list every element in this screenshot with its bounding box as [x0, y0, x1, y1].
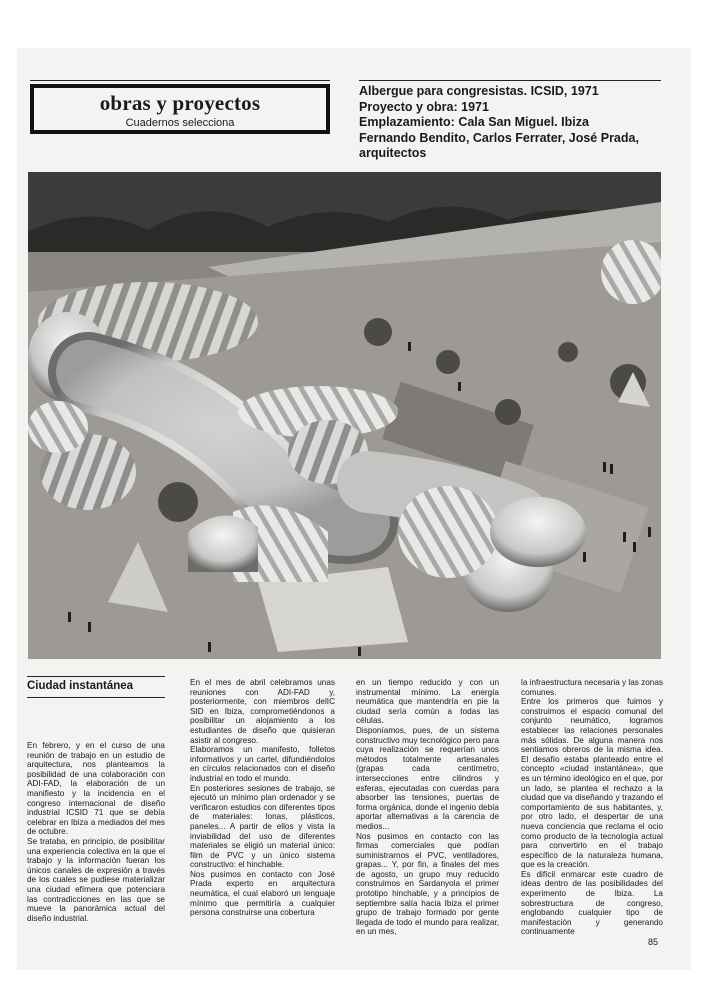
- paragraph: la infraestructura necesaria y las zonas comunes.: [521, 678, 663, 697]
- text-column-2: [190, 678, 335, 918]
- paragraph: Elaboramos un manifesto, folletos informativos y un cartel, difundiéndolos en círculos relacionados con el diseño industrial en todo el mundo.: [190, 745, 335, 783]
- paragraph: En posteriores sesiones de trabajo, se ejecutó un mínimo plan ordenador y se verificaron estudios con diferentes tipos de materiales: lonas, plásticos, paneles... A partir de ellos y vista la inviabilidad del uso de diferentes materiales se eligió un material único: film de PVC y un único sistema constructivo: el hinchable.: [190, 783, 335, 870]
- paragraph: Nos pusimos en contacto con las firmas comerciales que podían suministrarnos el PVC, ventiladores, grapas... Y, por fin, a finales del mes de agosto, un grupo muy reducido construimos en Sardanyola el primer prototipo hinchable, y a principios de septiembre salía hacia Ibiza el primer grupo de trabajo formado por gente llegada de todo el mundo para realizar, en un mes,: [356, 831, 499, 937]
- paragraph: en un tiempo reducido y con un instrumental mínimo. La energía neumática que mantendría en pie la ciudad sería común a todas las células.: [356, 678, 499, 726]
- text-column-4: [521, 678, 663, 937]
- header-rule-right: [359, 80, 661, 81]
- page-number: 85: [648, 937, 659, 947]
- text-column-3: [356, 678, 499, 937]
- section-subtitle: Cuadernos selecciona: [125, 117, 235, 129]
- paragraph: En febrero, y en el curso de una reunión de trabajo en un estudio de arquitectura, nos planteamos la posibilidad de una colaboración con ADI-FAD, la elaboración de un manifiesto y la incidencia en el congreso internacional de diseño industrial ICSID 71 que se debía celebrar en Ibiza a mediados del mes de octubre.: [27, 741, 165, 837]
- paragraph: Entre los primeros que fuimos y construimos el espacio comunal del conjunto neumático, logramos establecer las relaciones personales más sólidas. De alguna manera nos sentiamos obreros de la misma idea. El desafío estaba planteado entre el concepto «ciudad instantánea», que es un término ideológico en el que, por un lado, se plantea el rechazo a la ciudad que va diseñando y trazando el comportamiento de sus habitantes, y, por otro lado, el despertar de una nueva conciencia que reclama el ocio como producto de la tecnología actual para convertirlo en el trabajo específico de la naturaleza humana, que es la creación.: [521, 697, 663, 870]
- inflatable-city-photo: [28, 172, 661, 659]
- section-header-box: [30, 84, 330, 134]
- project-location: Emplazamiento: Cala San Miguel. Ibiza: [359, 115, 589, 129]
- subheading-rule-bottom: [27, 697, 165, 698]
- paragraph: Es difícil enmarcar este cuadro de ideas dentro de las posibilidades del experimento de Ibiza. La sobrestructura de congreso, englobando cualquier tipo de manifestación y generando continuamente: [521, 869, 663, 937]
- subheading-rule-top: [27, 676, 165, 677]
- article-subheading: Ciudad instantánea: [27, 680, 134, 692]
- project-date: Proyecto y obra: 1971: [359, 99, 489, 114]
- project-title: Albergue para congresistas. ICSID, 1971: [359, 84, 599, 98]
- paragraph: Disponíamos, pues, de un sistema constructivo muy tecnológico pero para cuya realización se requerían unos métodos totalmente artesanales (grapas cada centímetro, intersecciones entre cilindros y esferas, ejecutadas con cuerdas para absorber las tensiones, puertas de forma orgánica, donde el ingenio debía aportar alternativas a la carencia de medios...: [356, 725, 499, 831]
- section-title: obras y proyectos: [99, 91, 261, 115]
- paragraph: En el mes de abril celebramos unas reuniones con ADI-FAD y, posteriormente, con miembros delIC SID en Ibiza, comprometiéndonos a posibilitar un alojamiento a los estudiantes de diseño que quisieran asistir al congreso.: [190, 678, 335, 745]
- header-rule-left: [30, 80, 330, 81]
- project-info: [359, 84, 663, 162]
- text-column-1: [27, 741, 165, 923]
- paragraph: Se trataba, en principio, de posibilitar una experiencia colectiva en la que el trabajo y la información fueran los únicos canales de expresión a través de los cuales se pudiese materializar una ciudad efímera que potenciara las contradicciones en las que se mueve la panorámica actual del diseño industrial.: [27, 836, 165, 923]
- project-architects: Fernando Bendito, Carlos Ferrater, José Prada,: [359, 130, 639, 145]
- project-architects-role: arquitectos: [359, 146, 427, 160]
- paragraph: Nos pusimos en contacto con José Prada experto en arquitectura neumática, el cual elaboró un lenguaje mínimo que permitiría a cualquier persona construirse una cobertura: [190, 869, 335, 918]
